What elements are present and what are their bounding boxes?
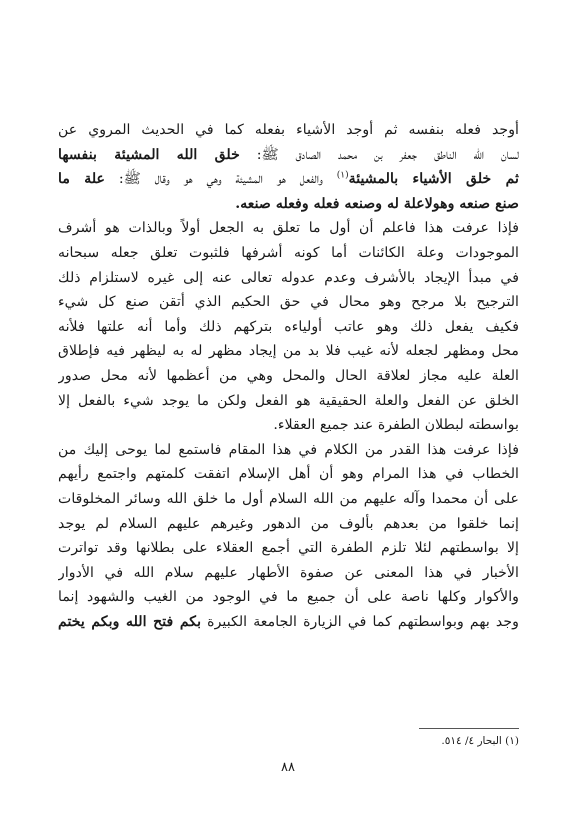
text-line: الموجودات وعلة الكائنات أما كونه أشرفها فلثبوت تعلق جعله سبحانه [58, 244, 519, 261]
text-line [58, 610, 519, 635]
text-line: الخلق عن الفعل والعلة الحقيقية هو الفعل ولكن ما يوجد شيء بالفعل إلا [58, 392, 519, 409]
text-segment: لسان الله الناطق جعفر بن محمد الصادق ﷺ: [239, 146, 519, 163]
text-line: بواسطته لبطلان الطفرة عند جميع العقلاء. [273, 417, 519, 434]
text-line: أوجد فعله بنفسه ثم أوجد الأشياء بفعله كما في الحديث المروي عن [58, 122, 519, 138]
hadith-quote: خلق الله المشيئة بنفسها [58, 146, 240, 163]
text-line: فكيف يفعل ذلك وهو عاتب أولياءه بتركهم ذلك وأما أنه علتها فلأنه [58, 318, 519, 335]
footnote-separator [419, 728, 519, 729]
text-line [58, 143, 519, 168]
footnote: (١) البحار ٤/ ٥١٤. [441, 735, 519, 747]
text-line: فإذا عرفت هذا القدر من الكلام في هذا المقام فاستمع لما يوحى إليك من [58, 441, 519, 458]
hadith-quote: علة ما [58, 171, 105, 188]
hadith-quote: ثم خلق الأشياء بالمشيئة [348, 171, 519, 188]
text-line: في مبدأ الإيجاد بالأشرف وعدم عدوله تعالى عنه إلى غيره لاستلزام ذلك [58, 269, 519, 286]
hadith-quote-line: صنع صنعه وهولاعلة له وصنعه فعله وفعله صنعه. [235, 195, 519, 212]
text-line: محل ومظهر لجعله لأنه غيب فلا بد من إيجاد مظهر له به ليظهر فيه فإطلاق [58, 343, 519, 360]
footnote-marker: (١) [336, 170, 349, 181]
text-line: والأكوار وكلها ناصة على أن جميع ما في الوجود من الغيب والشهود إنما [58, 589, 519, 606]
text-line: فإذا عرفت هذا فاعلم أن أول ما تعلق به الجعل أولاً وبالذات هو أشرف [58, 220, 519, 237]
text-line [58, 167, 519, 192]
text-line: الترجيح بلا مرجح وهو محال في حق الحكيم الذي أتقن صنع كل شيء [58, 294, 519, 311]
text-segment: والفعل هو المشيئة وهي هو وقال ﷺ: [104, 171, 337, 188]
hadith-quote: بكم فتح الله وبكم يختم [58, 613, 202, 630]
text-line: إنما خلقوا من بعدهم بألوف من الدهور وغيرهم عليهم السلام لم يوجد [58, 515, 519, 532]
text-line: إلا بواسطتهم لئلا تلزم الطفرة التي أجمع العقلاء على بطلانها وقد تواترت [58, 540, 519, 557]
text-segment: وجد بهم وبواسطتهم كما في الزيارة الجامعة الكبيرة [201, 613, 519, 630]
text-line: العلة عليه مجاز لعلاقة الحال والمحل وهي من أعظمها لأنه محل صدور [58, 367, 519, 384]
page-number: ٨٨ [281, 760, 295, 775]
text-line: الأخبار في هذا المعنى عن صفوة الأطهار عليهم سلام الله في الأدوار [58, 564, 519, 581]
main-text [58, 118, 519, 634]
text-line: على أن محمدا وآله عليهم من الله السلام أول ما خلق الله وسائر المخلوقات [58, 490, 519, 507]
text-line: الخطاب في هذا المرام وهو أن أهل الإسلام اتفقت كلمتهم واجتمع رأيهم [58, 466, 519, 483]
